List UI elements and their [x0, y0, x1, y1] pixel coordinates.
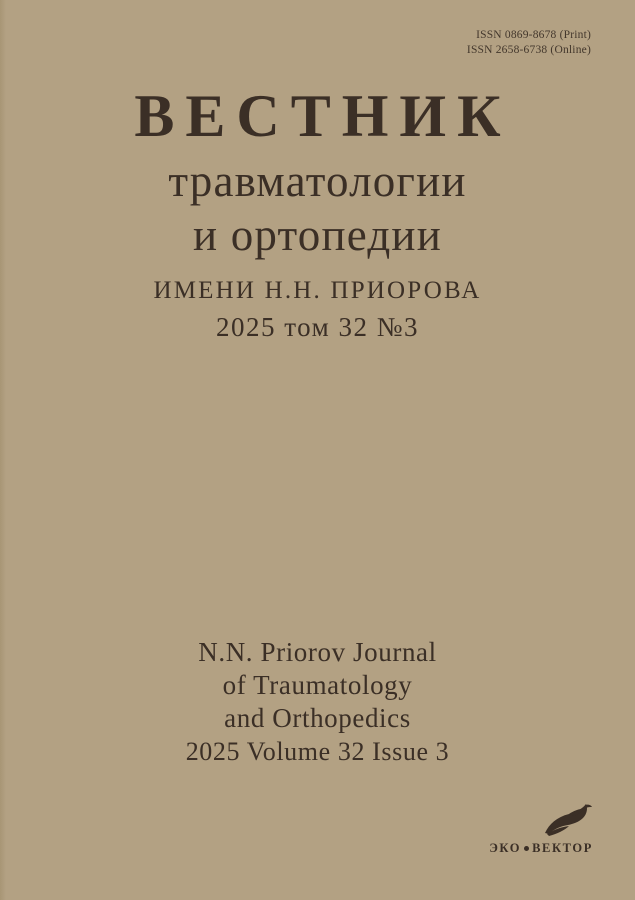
russian-title-block [0, 84, 635, 344]
issue-line-ru: 2025 том 32 №3 [215, 312, 420, 342]
issn-online: ISSN 2658-6738 (Online) [466, 44, 591, 56]
issn-print: ISSN 0869-8678 (Print) [476, 29, 591, 41]
en-title-line-2: of Traumatology [222, 670, 413, 700]
english-title-block [0, 636, 635, 768]
issue-line-en: 2025 Volume 32 Issue 3 [185, 737, 450, 766]
publisher-dot-icon [524, 846, 529, 851]
en-title-line-1: N.N. Priorov Journal [198, 637, 437, 667]
title-line-priorov: ИМЕНИ Н.Н. ПРИОРОВА [153, 277, 482, 304]
title-line-vestnik: ВЕСТНИК [134, 83, 512, 149]
publisher-block [489, 802, 593, 856]
issn-block [467, 28, 591, 58]
en-title-line-3: and Orthopedics [224, 703, 411, 733]
publisher-name [489, 841, 593, 856]
publisher-name-right: ВЕКТОР [532, 841, 593, 855]
title-line-ortopedii: и ортопедии [192, 210, 443, 260]
title-line-travmatologii: травматологии [168, 156, 467, 206]
eagle-icon [539, 802, 593, 838]
publisher-name-left: ЭКО [489, 841, 522, 855]
